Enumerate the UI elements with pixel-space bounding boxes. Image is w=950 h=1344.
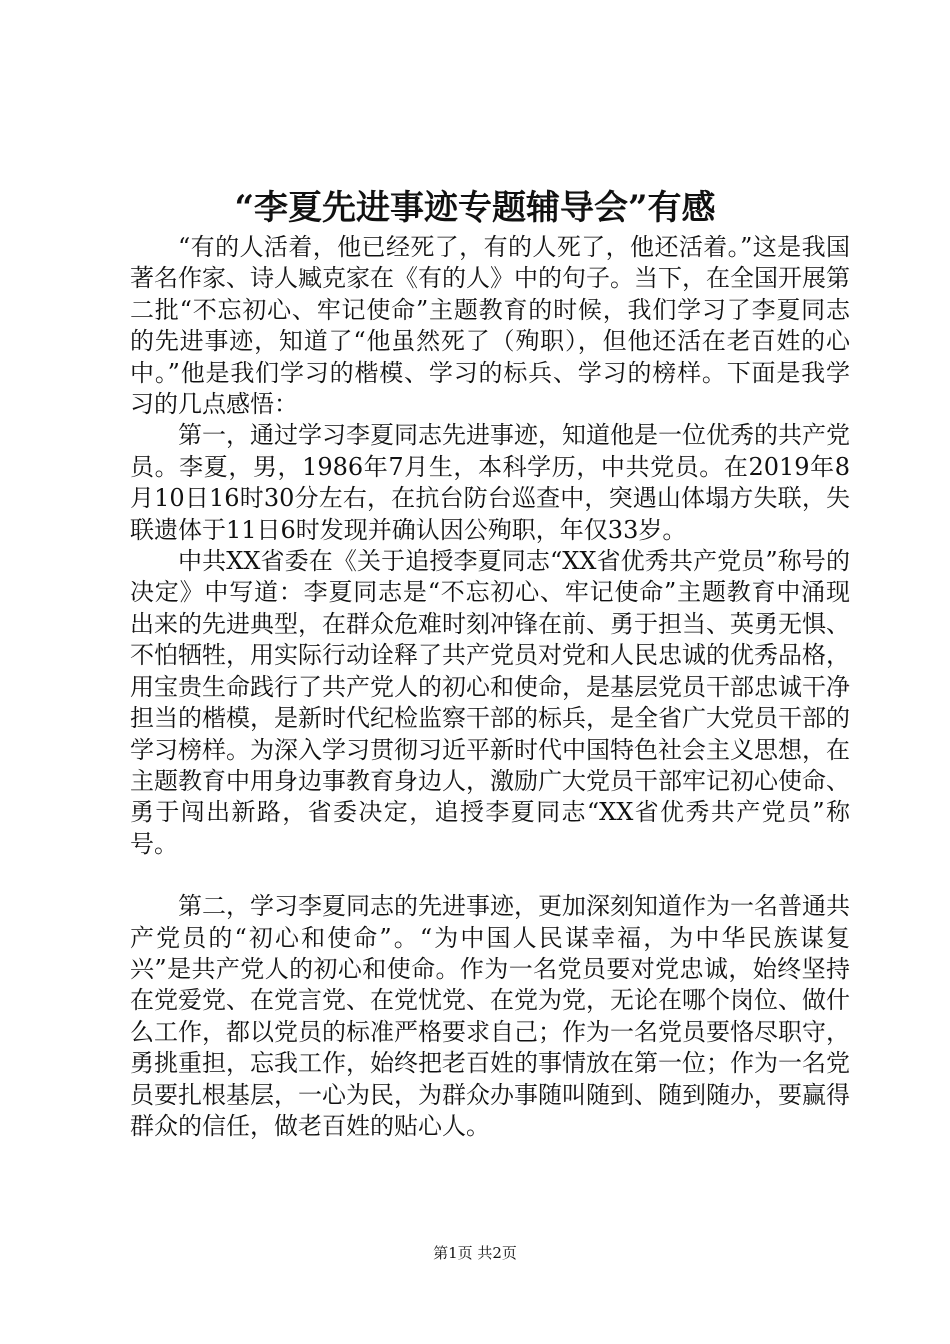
document-body [130, 232, 850, 1142]
document-title: “李夏先进事迹专题辅导会”有感 [234, 188, 716, 228]
paragraph-second-point: 第二，学习李夏同志的先进事迹，更加深刻知道作为一名普通共产党员的“初心和使命”。“为中国人民谋幸福，为中华民族谋复兴”是共产党人的初心和使命。作为一名党员要对党忠诚，始终坚持在党爱党、在党言党、在党忧党、在党为党，无论在哪个岗位、做什么工作，都以党员的标准严格要求自己；作为一名党员要恪尽职守，勇挑重担，忘我工作，始终把老百姓的事情放在第一位；作为一名党员要扎根基层，一心为民，为群众办事随叫随到、随到随办，要赢得群众的信任，做老百姓的贴心人。 [130, 892, 850, 1140]
paragraph-first-point: 第一，通过学习李夏同志先进事迹，知道他是一位优秀的共产党员。李夏，男，1986年7月生，本科学历，中共党员。在2019年8月10日16时30分左右，在抗台防台巡查中，突遇山体塌方失联，失联遗体于11日6时发现并确认因公殉职，年仅33岁。 [130, 421, 850, 544]
paragraph-intro: “有的人活着，他已经死了，有的人死了，他还活着。”这是我国著名作家、诗人臧克家在《有的人》中的句子。当下，在全国开展第二批“不忘初心、牢记使命”主题教育的时候，我们学习了李夏同志的先进事迹，知道了“他虽然死了（殉职），但他还活在老百姓的心中。”他是我们学习的楷模、学习的标兵、学习的榜样。下面是我学习的几点感悟： [130, 233, 850, 419]
page-footer: 第1页 共2页 [433, 1244, 517, 1262]
paragraph-provincial-decision: 中共XX省委在《关于追授李夏同志“XX省优秀共产党员”称号的决定》中写道：李夏同志是“不忘初心、牢记使命”主题教育中涌现出来的先进典型，在群众危难时刻冲锋在前、勇于担当、英勇无惧、不怕牺牲，用实际行动诠释了共产党员对党和人民忠诚的优秀品格，用宝贵生命践行了共产党人的初心和使命，是基层党员干部忠诚干净担当的楷模，是新时代纪检监察干部的标兵，是全省广大党员干部的学习榜样。为深入学习贯彻习近平新时代中国特色社会主义思想，在主题教育中用身边事教育身边人，激励广大党员干部牢记初心使命、勇于闯出新路，省委决定，追授李夏同志“XX省优秀共产党员”称号。 [130, 547, 850, 858]
paragraph-spacer [130, 860, 850, 891]
